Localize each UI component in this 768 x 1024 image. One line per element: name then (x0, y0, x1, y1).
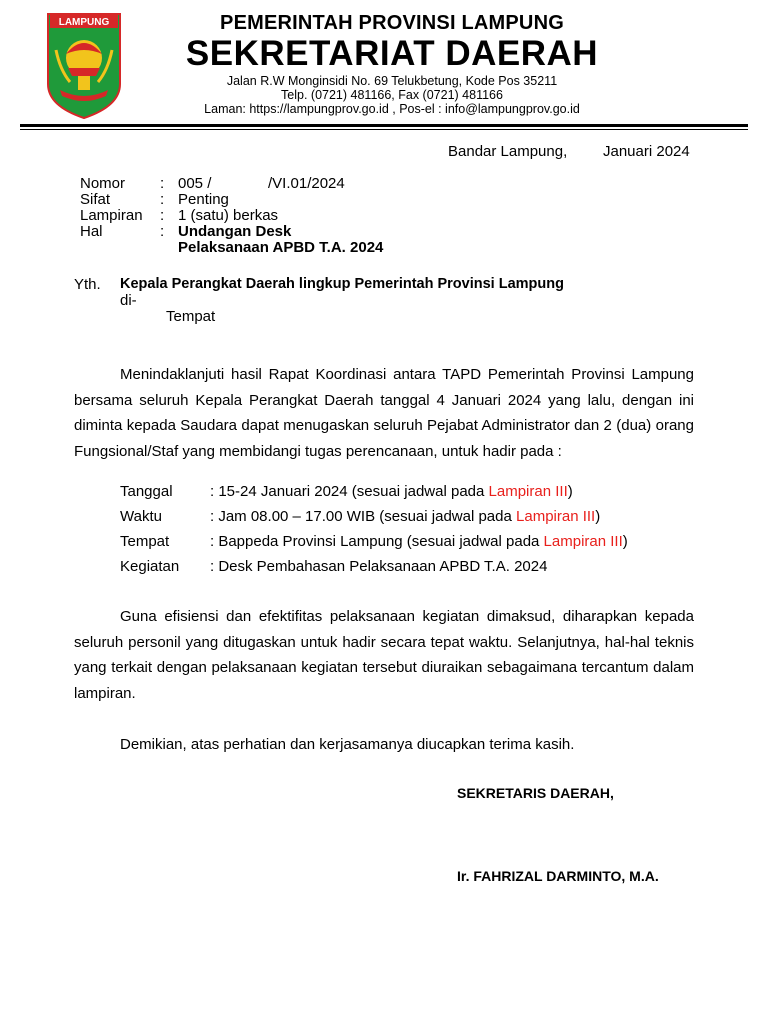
detail-attachment-ref: Lampiran III (543, 533, 623, 550)
lampiran-label: Lampiran (80, 207, 143, 224)
sifat-value: Penting (178, 191, 229, 208)
detail-row-waktu (120, 508, 628, 533)
header-address: Jalan R.W Monginsidi No. 69 Telukbetung, Kode Pos 35211 (226, 74, 558, 88)
detail-label: Tempat (120, 533, 170, 550)
lampiran-value: 1 (satu) berkas (178, 207, 279, 224)
detail-value: : Desk Pembahasan Pelaksanaan APBD T.A. 2024 (210, 558, 548, 575)
nomor-label: Nomor (80, 175, 126, 192)
detail-label: Tanggal (120, 483, 173, 500)
colon: : (160, 191, 165, 208)
place: Bandar Lampung, (448, 143, 568, 160)
recipient-di: di- (120, 292, 137, 309)
hal-label: Hal (80, 223, 103, 240)
yth-label: Yth. (74, 276, 101, 293)
hal-value-2: Pelaksanaan APBD T.A. 2024 (178, 239, 384, 256)
detail-row-tempat (120, 533, 628, 558)
header-web: Laman: https://lampungprov.go.id , Pos-el : info@lampungprov.go.id (204, 102, 580, 116)
paragraph-efficiency-text: Guna efisiensi dan efektifitas pelaksanaan kegiatan dimaksud, diharapkan kepada seluruh personil yang ditugaskan untuk hadir secara tepat waktu. Selanjutnya, hal-hal teknis yang terkait dengan pelaksanaan kegiatan tersebut diuraikan sebagaimana tercantum dalam lampiran. (74, 608, 694, 702)
recipient-name: Kepala Perangkat Daerah lingkup Pemerintah Provinsi Lampung (120, 276, 564, 292)
colon: : (160, 175, 165, 192)
signature-title: SEKRETARIS DAERAH, (457, 785, 614, 801)
signature-name: Ir. FAHRIZAL DARMINTO, M.A. (457, 868, 659, 884)
colon: : (160, 223, 165, 240)
paragraph-closing (74, 732, 694, 758)
detail-attachment-ref: Lampiran III (516, 508, 596, 525)
date: Januari 2024 (603, 143, 690, 160)
colon: : (160, 207, 165, 224)
detail-row-tanggal (120, 483, 628, 508)
nomor-value-a: 005 / (178, 175, 212, 192)
recipient-tempat: Tempat (166, 308, 216, 325)
detail-label: Waktu (120, 508, 162, 525)
paragraph-intro (74, 362, 694, 464)
header-government: PEMERINTAH PROVINSI LAMPUNG (220, 12, 564, 34)
detail-value: : 15-24 Januari 2024 (sesuai jadwal pada (210, 483, 489, 500)
hal-value-1: Undangan Desk (178, 223, 292, 240)
detail-row-kegiatan (120, 558, 628, 583)
detail-tail: ) (567, 483, 573, 500)
detail-attachment-ref: Lampiran III (488, 483, 568, 500)
nomor-value-b: /VI.01/2024 (268, 175, 345, 192)
paragraph-intro-text: Menindaklanjuti hasil Rapat Koordinasi antara TAPD Pemerintah Provinsi Lampung bersama seluruh Kepala Perangkat Daerah tanggal 4 Januari 2024 yang lalu, dengan ini diminta kepada Saudara dapat menugaskan seluruh Pejabat Administrator dan 2 (dua) orang Fungsional/Staf yang membidangi tugas perencanaan, untuk hadir pada : (74, 366, 694, 460)
header-phone: Telp. (0721) 481166, Fax (0721) 481166 (281, 88, 503, 102)
paragraph-efficiency (74, 604, 694, 706)
sifat-label: Sifat (80, 191, 111, 208)
event-details (120, 483, 628, 583)
detail-tail: ) (595, 508, 601, 525)
detail-value: : Bappeda Provinsi Lampung (sesuai jadwal pada (210, 533, 544, 550)
header-secretariat: SEKRETARIAT DAERAH (185, 34, 599, 73)
header-rule-thick (20, 124, 748, 127)
letter-meta (80, 176, 383, 256)
detail-tail: ) (622, 533, 628, 550)
detail-value: : Jam 08.00 – 17.00 WIB (sesuai jadwal pada (210, 508, 517, 525)
detail-label: Kegiatan (120, 558, 180, 575)
logo-text: LAMPUNG (58, 17, 110, 28)
header-rule-thin (20, 129, 748, 130)
paragraph-closing-text: Demikian, atas perhatian dan kerjasamanya diucapkan terima kasih. (120, 736, 575, 753)
